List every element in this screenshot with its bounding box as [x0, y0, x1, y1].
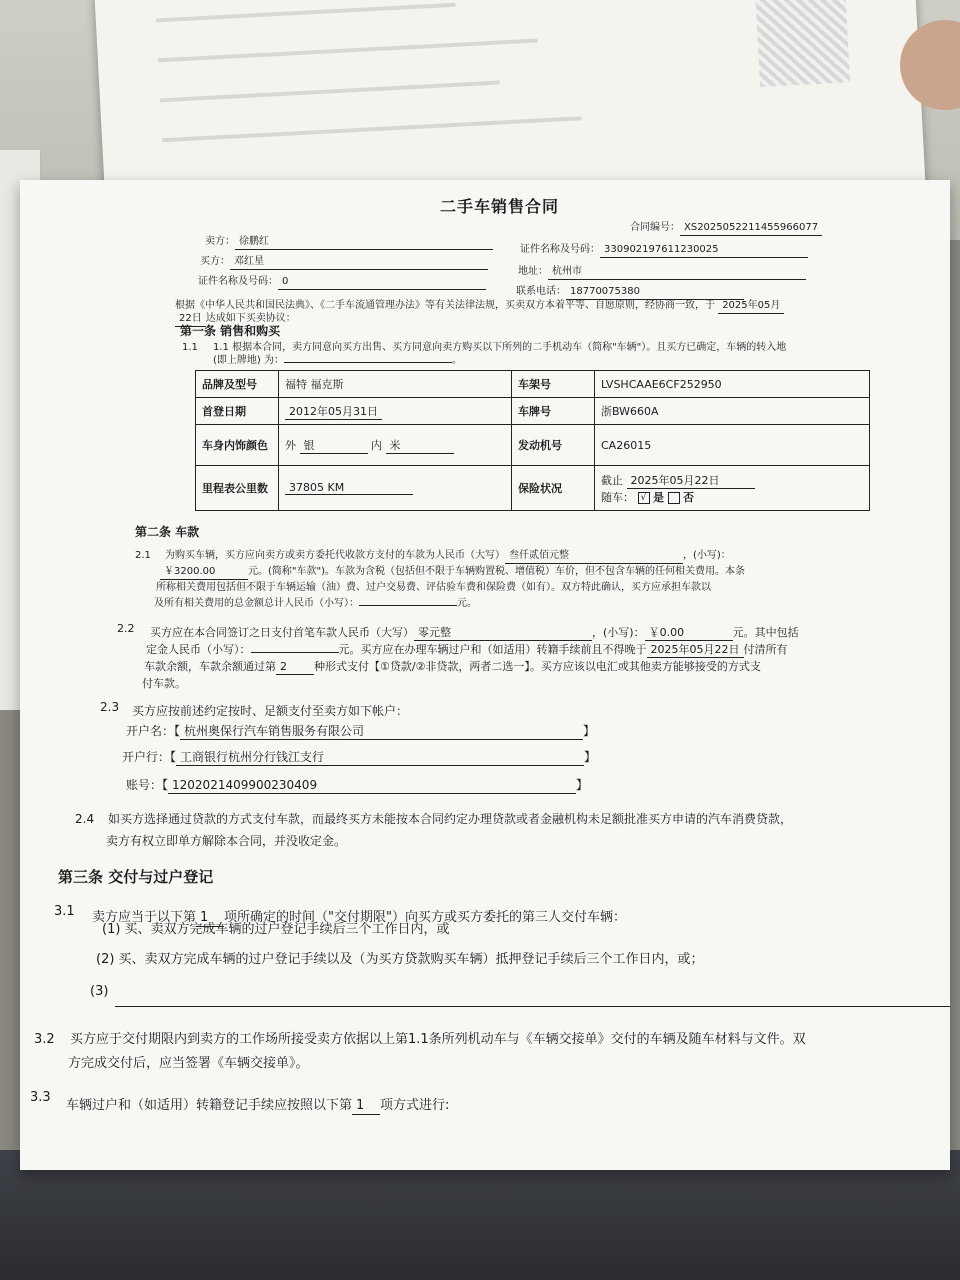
insurance-with-car	[601, 489, 863, 505]
delivery-option-3: (3)	[90, 984, 109, 999]
clause-2-1-text: 为购买车辆，买方应向卖方或卖方委托代收款方支付的车款为人民币（大写）	[165, 550, 505, 561]
transfer-item-choice: 1	[352, 1098, 380, 1115]
option-3-blank-line	[115, 1006, 950, 1007]
first-payment-small-label: ，(小写)：	[592, 626, 645, 639]
no-label: 否	[683, 490, 694, 504]
table-row	[196, 425, 870, 466]
clause-1-1-text-2	[213, 355, 462, 368]
clause-2-1-line-2	[160, 566, 745, 580]
insurance-date: 2025年05月22日	[627, 472, 755, 489]
yes-label: 是	[653, 490, 664, 504]
balance-due-date: 2025年05月22日	[647, 643, 744, 658]
engine-label: 发动机号	[512, 425, 595, 466]
insurance-label: 保险状况	[512, 466, 595, 511]
buyer-id-row	[198, 276, 486, 290]
with-car-label: 随车：	[601, 490, 634, 504]
total-unit: 元。	[457, 598, 477, 609]
clause-3-1-text: 卖方应当于以下第	[92, 910, 197, 925]
price-upper: 叁仟贰佰元整	[505, 550, 683, 564]
reg-date-value: 2012年05月31日	[285, 403, 382, 420]
table-row	[196, 466, 870, 511]
vin-value: LVSHCAAE6CF252950	[595, 371, 870, 398]
color-cell	[279, 425, 512, 466]
seller-name: 徐鹏红	[235, 236, 493, 250]
vehicle-table	[195, 370, 870, 511]
account-no-value: 1202021409900230409	[168, 778, 576, 794]
clause-2-3-num: 2.3	[100, 700, 120, 714]
phone-value: 18770075380	[566, 286, 744, 300]
clause-2-2-num: 2.2	[117, 622, 135, 635]
account-bank-row	[122, 750, 596, 766]
bracket-close: 】	[584, 750, 597, 764]
seller-label: 卖方：	[205, 236, 235, 247]
clause-3-3-num: 3.3	[30, 1090, 51, 1105]
article-2-heading: 第二条 车款	[135, 525, 200, 539]
clause-2-1-text-4: 及所有相关费用的总金额总计人民币（小写）：	[154, 598, 359, 609]
clause-2-4-line-1: 如买方选择通过贷款的方式支付车款，而最终买方未能按本合同约定办理贷款或者金融机构未足额批准买方申请的汽车消费贷款，	[108, 812, 793, 826]
interior-color: 米	[386, 437, 454, 454]
clause-3-3-line	[66, 1098, 449, 1115]
clause-2-4-line-2: 卖方有权立即单方解除本合同，并没收定金。	[106, 834, 347, 848]
no-checkbox[interactable]	[668, 492, 680, 504]
clause-2-1-line-4	[154, 598, 477, 611]
clause-2-2-text-3b: 种形式支付【①贷款/②非贷款，两者二选一】。买方应该以电汇或其他卖方能够接受的方式支	[314, 660, 761, 673]
deposit-blank	[251, 652, 339, 653]
clause-2-4-num: 2.4	[75, 812, 95, 826]
intro-text: 根据《中华人民共和国民法典》、《二手车流通管理办法》等有关法律法规，买卖双方本着平等、自愿原则，经协商一致，于	[175, 300, 715, 311]
buyer-name: 邓红星	[230, 256, 488, 270]
account-no-label: 账号：【	[126, 778, 169, 792]
exterior-color: 银	[300, 437, 368, 454]
clause-2-2-line-4: 付车款。	[142, 677, 186, 690]
blurred-text-line	[156, 3, 456, 23]
first-payment-amount: ￥0.00	[645, 626, 733, 641]
reg-date-label: 首登日期	[196, 398, 279, 425]
clause-2-2-line-2	[146, 643, 788, 658]
buyer-id-value: 0	[278, 276, 486, 290]
account-name-value: 杭州奥保行汽车销售服务有限公司	[180, 724, 583, 740]
clause-3-1-text-2: 项所确定的时间（"交付期限"）向买方或买方委托的第三人交付车辆：	[224, 910, 626, 925]
intro-date: 2025年05月	[718, 300, 784, 314]
intro-paragraph	[175, 300, 784, 314]
blurred-text-line	[160, 81, 500, 103]
insurance-until	[601, 472, 863, 489]
table-row	[196, 398, 870, 425]
clause-1-1-text: 1.1 根据本合同，卖方同意向买方出售、买方同意向卖方购买以下所列的二手机动车（简称"车辆"）。且买方已确定，车辆的转入地	[213, 342, 787, 353]
first-payment-upper: 零元整	[414, 626, 592, 641]
blurred-text-line	[158, 38, 538, 62]
clause-2-2-text: 买方应在本合同签订之日支付首笔车款人民币（大写）	[150, 626, 414, 639]
phone-row	[516, 286, 744, 300]
reg-date-cell	[279, 398, 512, 425]
clause-2-2-text-3: 车款余额，车款余额通过第	[144, 660, 276, 673]
insurance-until-label: 截止	[601, 473, 623, 487]
plate-value: 浙BW660A	[595, 398, 870, 425]
clause-2-1-line-3: 所称相关费用包括但不限于车辆运输（油）费、过户交易费、评估验车费和保险费（如有）。双方特此确认，买方应承担车款以	[156, 582, 711, 593]
account-name-label: 开户名：【	[126, 724, 181, 738]
brand-value: 福特 福克斯	[279, 371, 512, 398]
address-row	[518, 266, 806, 280]
account-no-row	[126, 778, 588, 794]
destination-label: (即上牌地) 为：	[213, 355, 284, 366]
seller-id-row	[520, 244, 808, 258]
clause-3-2-num: 3.2	[34, 1032, 55, 1047]
buyer-row	[200, 256, 488, 270]
account-bank-label: 开户行：【	[122, 750, 177, 764]
vin-label: 车架号	[512, 371, 595, 398]
clause-3-2-line-2: 方完成交付后，应当签署《车辆交接单》。	[68, 1056, 309, 1071]
buyer-label: 买方：	[200, 256, 230, 267]
clause-3-2-line-1: 买方应于交付期限内到卖方的工作场所接受卖方依据以上第1.1条所列机动车与《车辆交接单》交付的车辆及随车材料与文件。双	[70, 1032, 806, 1047]
destination-end: 。	[451, 355, 462, 366]
blurred-text-line	[162, 116, 582, 142]
mileage-label: 里程表公里数	[196, 466, 279, 511]
price-small-label: ，(小写)：	[683, 550, 731, 561]
delivery-item-choice: 1	[196, 910, 224, 927]
seller-id-label: 证件名称及号码：	[520, 244, 600, 255]
article-3-heading: 第三条 交付与过户登记	[58, 868, 214, 886]
phone-label: 联系电话：	[516, 286, 566, 297]
clause-3-3-text-2: 项方式进行:	[380, 1098, 450, 1113]
destination-blank	[284, 362, 452, 363]
buyer-id-label: 证件名称及号码：	[198, 276, 278, 287]
payment-method-choice: 2	[276, 660, 314, 675]
clause-1-1-num: 1.1	[182, 342, 198, 353]
deposit-label: 定金人民币（小写）：	[146, 643, 251, 656]
address-label: 地址：	[518, 266, 548, 277]
bracket-close: 】	[583, 724, 596, 738]
account-bank-value: 工商银行杭州分行钱江支行	[176, 750, 584, 766]
insurance-cell	[595, 466, 870, 511]
plate-label: 车牌号	[512, 398, 595, 425]
engine-value: CA26015	[595, 425, 870, 466]
document-title: 二手车销售合同	[440, 197, 560, 216]
clause-3-1-num: 3.1	[54, 904, 75, 919]
brand-label: 品牌及型号	[196, 371, 279, 398]
price-amount: ￥3200.00	[160, 566, 248, 580]
yes-checkbox[interactable]: √	[638, 492, 650, 504]
clause-3-3-text: 车辆过户和（如适用）转籍登记手续应按照以下第	[66, 1098, 353, 1113]
seller-row	[205, 236, 493, 250]
intro-text-2: 达成如下买卖协议：	[205, 313, 296, 324]
clause-2-2-text-end: 元。其中包括	[732, 626, 799, 639]
table-row	[196, 371, 870, 398]
mileage-value: 37805 KM	[285, 481, 413, 495]
clause-2-1-text-2: 元。(简称"车款")。车款为含税（包括但不限于车辆购置税、增值税）车价，但不包含车辆的任何相关费用。本条	[248, 566, 746, 577]
clause-2-2-line-1	[150, 626, 799, 641]
color-label: 车身内饰颜色	[196, 425, 279, 466]
contract-no-value: XS20250522114559660​77	[680, 222, 822, 236]
clause-2-1-line-1	[165, 550, 731, 564]
account-name-row	[126, 724, 595, 740]
total-blank	[359, 605, 457, 606]
clause-2-2-line-3	[144, 660, 761, 675]
clause-2-3-text: 买方应按前述约定按时、足额支付至卖方如下帐户：	[132, 704, 409, 718]
clause-2-2-text-2: 元。买方应在办理车辆过户和（如适用）转籍手续前且不得晚于	[338, 643, 647, 656]
address-value: 杭州市	[548, 266, 806, 280]
contract-page	[20, 180, 950, 1170]
clause-2-2-text-2-end: 付清所有	[743, 643, 788, 656]
contract-no	[630, 222, 822, 236]
delivery-option-2: (2) 买、卖双方完成车辆的过户登记手续以及（为买方贷款购买车辆）抵押登记手续后三个工作日内，或；	[96, 952, 704, 967]
bracket-close: 】	[576, 778, 589, 792]
contract-no-label: 合同编号：	[630, 222, 680, 233]
delivery-option-1: (1) 买、卖双方完成车辆的过户登记手续后三个工作日内，或	[102, 922, 450, 937]
clause-2-1-num: 2.1	[135, 550, 151, 561]
seller-id-value: 330902197611230025	[600, 244, 808, 258]
intro-day: 22日	[175, 313, 206, 327]
interior-prefix: 内	[371, 438, 382, 452]
article-1-heading: 第一条 销售和购买	[180, 324, 281, 338]
qr-code-image	[755, 0, 850, 87]
exterior-prefix: 外	[285, 438, 296, 452]
mileage-cell	[279, 466, 512, 511]
